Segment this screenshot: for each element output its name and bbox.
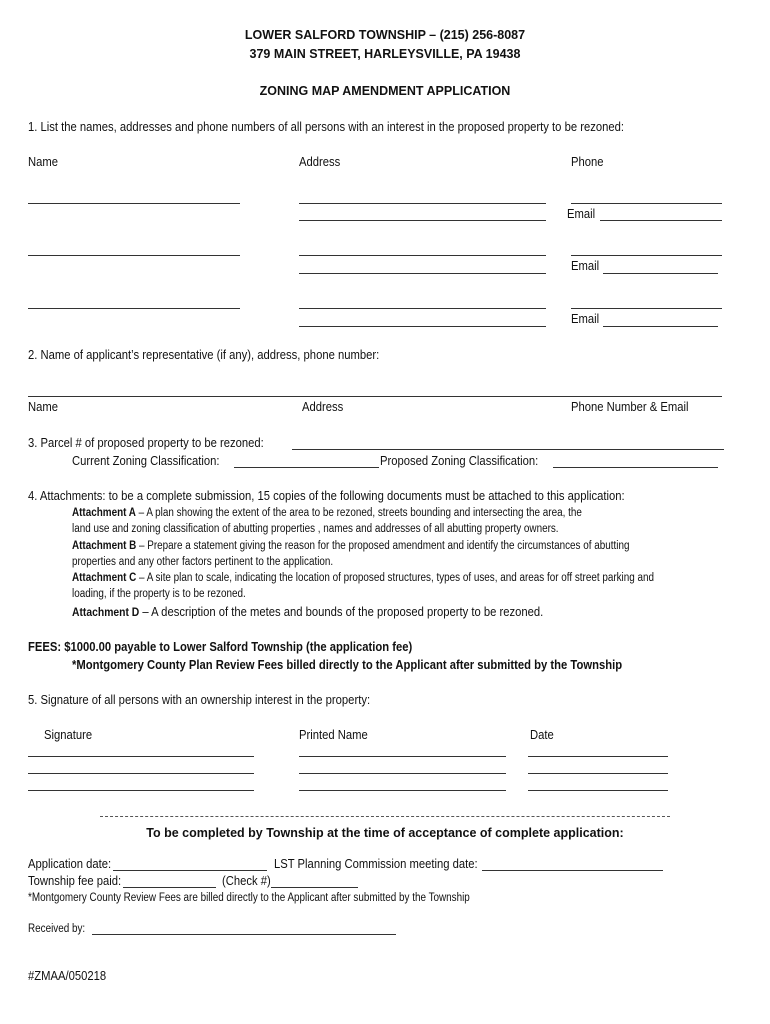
- application-date-label: Application date:: [28, 857, 112, 871]
- form-title: ZONING MAP AMENDMENT APPLICATION: [259, 84, 511, 98]
- section1-question: 1. List the names, addresses and phone numbers of all persons with an interest in the proposed property to be rezoned:: [28, 120, 624, 134]
- section2-phone-email-label: Phone Number & Email: [571, 400, 689, 414]
- current-zoning-field[interactable]: [234, 467, 379, 468]
- received-by-label: Received by:: [28, 923, 86, 935]
- signature-field-1[interactable]: [28, 756, 254, 757]
- person1-address-line1-field[interactable]: [299, 203, 546, 204]
- person2-address-line1-field[interactable]: [299, 255, 546, 256]
- printed-name-field-1[interactable]: [299, 756, 506, 757]
- date-field-1[interactable]: [528, 756, 668, 757]
- application-date-field[interactable]: [113, 870, 267, 871]
- section-divider: [100, 816, 670, 817]
- section2-question: 2. Name of applicant’s representative (if any), address, phone number:: [28, 348, 380, 362]
- representative-field[interactable]: [28, 396, 722, 397]
- attachment-d-line: [72, 605, 543, 620]
- printed-name-field-2[interactable]: [299, 773, 506, 774]
- person3-name-field[interactable]: [28, 308, 240, 309]
- attachment-d-text: – A description of the metes and bounds of the proposed property to be rezoned.: [139, 605, 544, 619]
- person1-phone-field[interactable]: [571, 203, 722, 204]
- attachment-a-line1: [72, 506, 582, 520]
- fee-paid-label: Township fee paid:: [28, 874, 122, 888]
- attachment-c-line2: loading, if the property is to be rezoned.: [72, 588, 246, 600]
- person3-email-field[interactable]: [603, 326, 718, 327]
- proposed-zoning-field[interactable]: [553, 467, 718, 468]
- attachment-d-label: Attachment D: [72, 607, 140, 619]
- township-heading: LOWER SALFORD TOWNSHIP – (215) 256-8087: [244, 28, 526, 42]
- person2-address-line2-field[interactable]: [299, 273, 546, 274]
- received-by-field[interactable]: [92, 934, 396, 935]
- section5-question: 5. Signature of all persons with an ownership interest in the property:: [28, 693, 371, 707]
- date-header: Date: [530, 728, 554, 742]
- attachment-a-line2: land use and zoning classification of abutting properties , names and addresses of all abutting property owners.: [72, 523, 559, 535]
- parcel-label: 3. Parcel # of proposed property to be rezoned:: [28, 436, 264, 450]
- attachment-b-line1: [72, 539, 629, 553]
- attachment-b-line2: properties and any other factors pertinent to the application.: [72, 556, 334, 568]
- person1-name-field[interactable]: [28, 203, 240, 204]
- current-zoning-label: Current Zoning Classification:: [72, 454, 220, 468]
- check-number-label: (Check #): [222, 874, 271, 888]
- person3-address-line1-field[interactable]: [299, 308, 546, 309]
- attachment-c-line1: [72, 571, 654, 585]
- section2-address-label: Address: [302, 400, 344, 414]
- county-review-note: *Montgomery County Review Fees are billed directly to the Applicant after submitted by the Township: [28, 892, 470, 904]
- attachment-b-text: – Prepare a statement giving the reason for the proposed amendment and identify the circumstances of abutting: [136, 540, 630, 552]
- lst-meeting-date-label: LST Planning Commission meeting date:: [274, 857, 478, 871]
- attachment-b-label: Attachment B: [72, 540, 137, 552]
- section1-address-header: Address: [299, 155, 341, 169]
- attachment-a-text: – A plan showing the extent of the area to be rezoned, streets bounding and intersecting the area, the: [135, 507, 582, 519]
- person3-email-label: Email: [571, 312, 600, 326]
- person3-phone-field[interactable]: [571, 308, 722, 309]
- section1-name-header: Name: [28, 155, 59, 169]
- township-address: 379 MAIN STREET, HARLEYSVILLE, PA 19438: [249, 47, 521, 61]
- person1-email-field[interactable]: [600, 220, 722, 221]
- check-number-field[interactable]: [271, 887, 358, 888]
- signature-field-3[interactable]: [28, 790, 254, 791]
- attachment-c-label: Attachment C: [72, 572, 137, 584]
- person1-address-line2-field[interactable]: [299, 220, 546, 221]
- attachment-c-text: – A site plan to scale, indicating the location of proposed structures, types of uses, and areas for off street parking and: [136, 572, 655, 584]
- form-code: #ZMAA/050218: [28, 969, 107, 983]
- lst-meeting-date-field[interactable]: [482, 870, 663, 871]
- fee-paid-field[interactable]: [123, 887, 216, 888]
- fees-line: FEES: $1000.00 payable to Lower Salford Township (the application fee): [28, 640, 413, 654]
- attachments-intro: 4. Attachments: to be a complete submission, 15 copies of the following documents must be attached to this application:: [28, 489, 625, 503]
- signature-header: Signature: [44, 728, 93, 742]
- proposed-zoning-label: Proposed Zoning Classification:: [380, 454, 539, 468]
- date-field-3[interactable]: [528, 790, 668, 791]
- county-fees-note: *Montgomery County Plan Review Fees billed directly to the Applicant after submitted by the Township: [72, 658, 623, 672]
- printed-name-field-3[interactable]: [299, 790, 506, 791]
- signature-field-2[interactable]: [28, 773, 254, 774]
- date-field-2[interactable]: [528, 773, 668, 774]
- printed-name-header: Printed Name: [299, 728, 368, 742]
- person2-name-field[interactable]: [28, 255, 240, 256]
- attachment-a-label: Attachment A: [72, 507, 136, 519]
- person2-email-field[interactable]: [603, 273, 718, 274]
- person2-phone-field[interactable]: [571, 255, 722, 256]
- person1-email-label: Email: [567, 207, 596, 221]
- person3-address-line2-field[interactable]: [299, 326, 546, 327]
- township-use-heading: To be completed by Township at the time of acceptance of complete application:: [146, 826, 624, 840]
- parcel-field[interactable]: [292, 449, 724, 450]
- section1-phone-header: Phone: [571, 155, 604, 169]
- section2-name-label: Name: [28, 400, 59, 414]
- person2-email-label: Email: [571, 259, 600, 273]
